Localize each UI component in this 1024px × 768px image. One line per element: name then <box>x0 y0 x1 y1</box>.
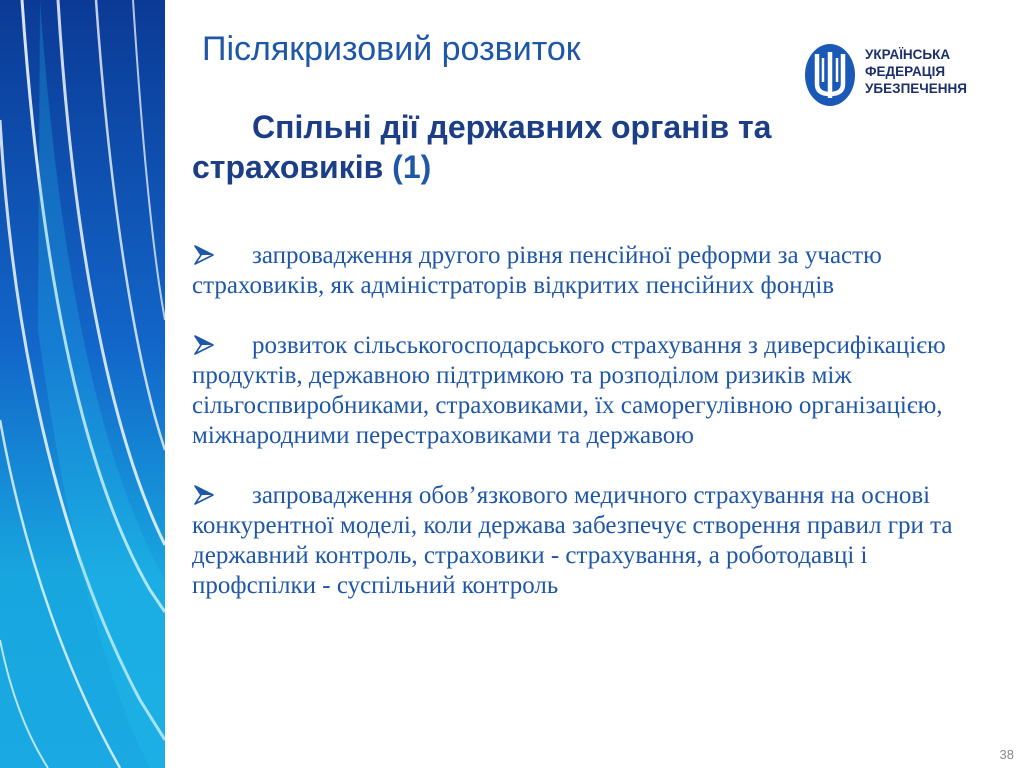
trident-emblem-icon <box>803 42 857 108</box>
logo-line-2: ФЕДЕРАЦІЯ <box>865 64 946 79</box>
subtitle-suffix: (1) <box>383 149 432 185</box>
page-number: 38 <box>999 747 1014 762</box>
bullet-list <box>192 241 962 631</box>
bullet-item <box>192 241 962 301</box>
decorative-stripes <box>0 0 165 768</box>
bullet-text: розвиток сільськогосподарського страхування з диверсифікацією продуктів, державною підтримкою та розподілом ризиків між сільгоспвиробниками, страховиками, їх саморегулівною організацією, міжнародними перестраховиками та державою <box>192 332 946 449</box>
slide-title: Післякризовий розвиток <box>202 30 581 68</box>
logo-line-3: УБЕЗПЕЧЕННЯ <box>865 81 967 96</box>
logo-text <box>865 46 967 97</box>
ufu-logo <box>803 42 1003 108</box>
arrow-bullet-icon <box>192 483 216 507</box>
subtitle-bold: Спільні дії державних органів та страховиків <box>192 109 772 185</box>
arrow-bullet-icon <box>192 333 216 357</box>
bullet-text: запровадження другого рівня пенсійної реформи за участю страховиків, як адміністраторів відкритих пенсійних фондів <box>192 242 882 299</box>
bullet-item <box>192 331 962 451</box>
slide-subtitle <box>192 107 952 187</box>
bullet-item <box>192 481 962 601</box>
bullet-text: запровадження обов’язкового медичного страхування на основі конкурентної моделі, коли держава забезпечує створення правил гри та державний контроль, страховики - страхування, а роботодавці і профспілки - суспільний контроль <box>192 482 953 599</box>
arrow-bullet-icon <box>192 243 216 267</box>
logo-line-1: УКРАЇНСЬКА <box>865 47 951 62</box>
